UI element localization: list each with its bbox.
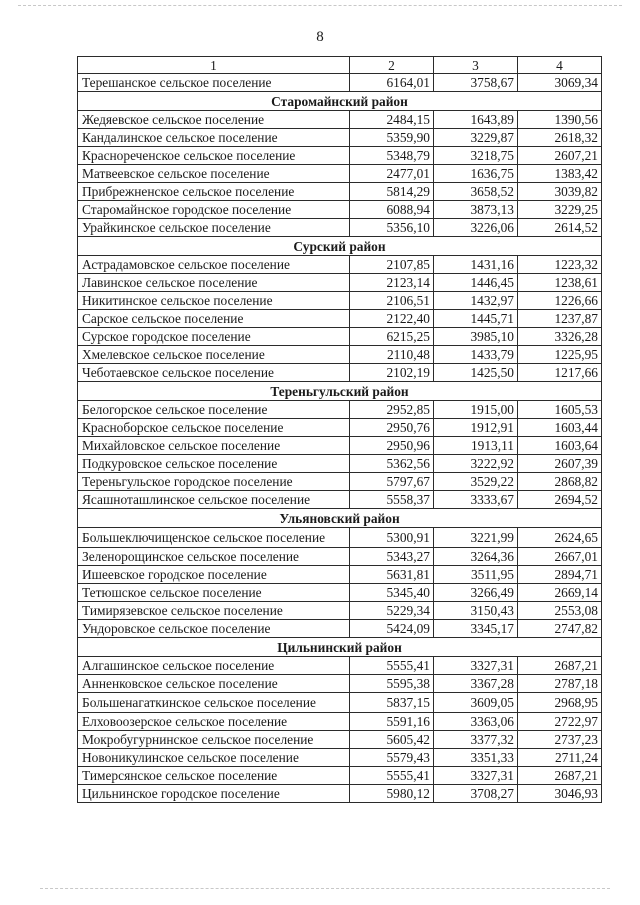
value-cell-col-2: 2952,85: [350, 401, 434, 419]
settlement-name-cell: Ишеевское городское поселение: [78, 566, 350, 584]
settlement-name-cell: Зеленорощинское сельское поселение: [78, 548, 350, 566]
settlement-name-cell: Жедяевское сельское поселение: [78, 111, 350, 129]
table-row: [78, 473, 602, 491]
settlement-name-cell: Терешанское сельское поселение: [78, 74, 350, 92]
value-cell-col-4: 1238,61: [518, 274, 602, 292]
value-cell-col-4: 2747,82: [518, 620, 602, 638]
value-cell-col-2: 2477,01: [350, 165, 434, 183]
value-cell-col-2: 6088,94: [350, 201, 434, 219]
table-header-row: [78, 57, 602, 74]
value-cell-col-3: 3226,06: [434, 219, 518, 237]
value-cell-col-3: 1445,71: [434, 310, 518, 328]
settlement-name-cell: Чеботаевское сельское поселение: [78, 364, 350, 382]
table-row: [78, 566, 602, 584]
value-cell-col-4: 2669,14: [518, 584, 602, 602]
value-cell-col-4: 2787,18: [518, 675, 602, 693]
column-header-3: 3: [434, 57, 518, 74]
value-cell-col-3: 3327,31: [434, 657, 518, 675]
settlement-name-cell: Кандалинское сельское поселение: [78, 129, 350, 147]
settlement-name-cell: Старомайнское городское поселение: [78, 201, 350, 219]
value-cell-col-3: 3150,43: [434, 602, 518, 620]
value-cell-col-4: 1225,95: [518, 346, 602, 364]
settlement-name-cell: Большеключищенское сельское поселение: [78, 528, 350, 548]
value-cell-col-3: 3708,27: [434, 785, 518, 803]
value-cell-col-3: 3218,75: [434, 147, 518, 165]
value-cell-col-3: 1446,45: [434, 274, 518, 292]
value-cell-col-3: 3377,32: [434, 731, 518, 749]
value-cell-col-4: 1603,44: [518, 419, 602, 437]
settlement-name-cell: Алгашинское сельское поселение: [78, 657, 350, 675]
value-cell-col-3: 3529,22: [434, 473, 518, 491]
table-row: [78, 419, 602, 437]
settlement-name-cell: Михайловское сельское поселение: [78, 437, 350, 455]
value-cell-col-3: 3221,99: [434, 528, 518, 548]
value-cell-col-4: 2694,52: [518, 491, 602, 509]
table-row: [78, 201, 602, 219]
value-cell-col-3: 3367,28: [434, 675, 518, 693]
settlement-name-cell: Сарское сельское поселение: [78, 310, 350, 328]
table-row: [78, 455, 602, 473]
settlement-name-cell: Краснореченское сельское поселение: [78, 147, 350, 165]
table-row: [78, 183, 602, 201]
district-title: Цильнинский район: [78, 638, 602, 657]
table-row: [78, 328, 602, 346]
value-cell-col-3: 1433,79: [434, 346, 518, 364]
value-cell-col-3: 3345,17: [434, 620, 518, 638]
value-cell-col-2: 5837,15: [350, 693, 434, 713]
value-cell-col-3: 3758,67: [434, 74, 518, 92]
value-cell-col-2: 5229,34: [350, 602, 434, 620]
value-cell-col-3: 3609,05: [434, 693, 518, 713]
value-cell-col-2: 5980,12: [350, 785, 434, 803]
value-cell-col-3: 3511,95: [434, 566, 518, 584]
value-cell-col-2: 6215,25: [350, 328, 434, 346]
column-header-1: 1: [78, 57, 350, 74]
table-row: [78, 437, 602, 455]
value-cell-col-2: 2106,51: [350, 292, 434, 310]
settlement-name-cell: Астрадамовское сельское поселение: [78, 256, 350, 274]
table-row: [78, 219, 602, 237]
table-row: [78, 693, 602, 713]
table-row: [78, 785, 602, 803]
value-cell-col-2: 5591,16: [350, 713, 434, 731]
value-cell-col-4: 2607,21: [518, 147, 602, 165]
table-row: [78, 548, 602, 566]
value-cell-col-2: 5300,91: [350, 528, 434, 548]
value-cell-col-2: 5605,42: [350, 731, 434, 749]
table-row: [78, 364, 602, 382]
value-cell-col-4: 2737,23: [518, 731, 602, 749]
district-header-row: [78, 638, 602, 657]
value-cell-col-4: 2687,21: [518, 767, 602, 785]
value-cell-col-3: 3351,33: [434, 749, 518, 767]
table-body: [78, 57, 602, 803]
table-row: [78, 147, 602, 165]
value-cell-col-3: 3363,06: [434, 713, 518, 731]
table-row: [78, 129, 602, 147]
value-cell-col-4: 1390,56: [518, 111, 602, 129]
value-cell-col-3: 3222,92: [434, 455, 518, 473]
value-cell-col-2: 2122,40: [350, 310, 434, 328]
value-cell-col-4: 2722,97: [518, 713, 602, 731]
value-cell-col-3: 1913,11: [434, 437, 518, 455]
table-row: [78, 767, 602, 785]
value-cell-col-4: 3326,28: [518, 328, 602, 346]
settlement-name-cell: Никитинское сельское поселение: [78, 292, 350, 310]
value-cell-col-4: 2868,82: [518, 473, 602, 491]
settlement-name-cell: Прибрежненское сельское поселение: [78, 183, 350, 201]
table-row: [78, 310, 602, 328]
value-cell-col-4: 2968,95: [518, 693, 602, 713]
value-cell-col-2: 5579,43: [350, 749, 434, 767]
district-title: Старомайнский район: [78, 92, 602, 111]
settlement-name-cell: Мокробугурнинское сельское поселение: [78, 731, 350, 749]
value-cell-col-3: 1425,50: [434, 364, 518, 382]
value-cell-col-4: 2624,65: [518, 528, 602, 548]
settlement-name-cell: Хмелевское сельское поселение: [78, 346, 350, 364]
district-title: Ульяновский район: [78, 509, 602, 528]
settlement-name-cell: Анненковское сельское поселение: [78, 675, 350, 693]
table-row: [78, 675, 602, 693]
settlement-name-cell: Тимирязевское сельское поселение: [78, 602, 350, 620]
scan-top-edge: [18, 5, 622, 6]
table-row: [78, 346, 602, 364]
table-row: [78, 620, 602, 638]
value-cell-col-4: 2553,08: [518, 602, 602, 620]
settlement-name-cell: Тетюшское сельское поселение: [78, 584, 350, 602]
value-cell-col-4: 1605,53: [518, 401, 602, 419]
column-header-2: 2: [350, 57, 434, 74]
table-row: [78, 401, 602, 419]
district-header-row: [78, 92, 602, 111]
table-row: [78, 74, 602, 92]
value-cell-col-4: 3039,82: [518, 183, 602, 201]
value-cell-col-4: 2687,21: [518, 657, 602, 675]
settlement-name-cell: Лавинское сельское поселение: [78, 274, 350, 292]
settlement-name-cell: Урайкинское сельское поселение: [78, 219, 350, 237]
value-cell-col-3: 1643,89: [434, 111, 518, 129]
settlement-name-cell: Подкуровское сельское поселение: [78, 455, 350, 473]
table-row: [78, 165, 602, 183]
value-cell-col-4: 2711,24: [518, 749, 602, 767]
value-cell-col-4: 3069,34: [518, 74, 602, 92]
page-number: 8: [316, 29, 324, 45]
value-cell-col-4: 2607,39: [518, 455, 602, 473]
value-cell-col-4: 3046,93: [518, 785, 602, 803]
table-row: [78, 111, 602, 129]
settlement-name-cell: Тереньгульское городское поселение: [78, 473, 350, 491]
scan-bottom-edge: [40, 888, 610, 889]
value-cell-col-4: 2618,32: [518, 129, 602, 147]
value-cell-col-2: 2123,14: [350, 274, 434, 292]
settlement-name-cell: Белогорское сельское поселение: [78, 401, 350, 419]
table-row: [78, 274, 602, 292]
value-cell-col-2: 5631,81: [350, 566, 434, 584]
value-cell-col-3: 3333,67: [434, 491, 518, 509]
value-cell-col-2: 2484,15: [350, 111, 434, 129]
value-cell-col-2: 2107,85: [350, 256, 434, 274]
value-cell-col-2: 5343,27: [350, 548, 434, 566]
settlement-name-cell: Елховоозерское сельское поселение: [78, 713, 350, 731]
value-cell-col-3: 3873,13: [434, 201, 518, 219]
district-header-row: [78, 237, 602, 256]
value-cell-col-4: 1383,42: [518, 165, 602, 183]
value-cell-col-4: 3229,25: [518, 201, 602, 219]
value-cell-col-2: 5814,29: [350, 183, 434, 201]
value-cell-col-2: 5558,37: [350, 491, 434, 509]
value-cell-col-2: 5345,40: [350, 584, 434, 602]
value-cell-col-2: 2950,76: [350, 419, 434, 437]
value-cell-col-4: 1217,66: [518, 364, 602, 382]
value-cell-col-4: 1237,87: [518, 310, 602, 328]
settlement-name-cell: Новоникулинское сельское поселение: [78, 749, 350, 767]
table-row: [78, 528, 602, 548]
table-row: [78, 292, 602, 310]
settlement-name-cell: Ундоровское сельское поселение: [78, 620, 350, 638]
settlement-name-cell: Ясашноташлинское сельское поселение: [78, 491, 350, 509]
settlement-name-cell: Матвеевское сельское поселение: [78, 165, 350, 183]
settlement-name-cell: Большенагаткинское сельское поселение: [78, 693, 350, 713]
table-row: [78, 749, 602, 767]
district-title: Тереньгульский район: [78, 382, 602, 401]
value-cell-col-2: 5595,38: [350, 675, 434, 693]
value-cell-col-4: 2894,71: [518, 566, 602, 584]
value-cell-col-3: 1912,91: [434, 419, 518, 437]
value-cell-col-2: 5797,67: [350, 473, 434, 491]
value-cell-col-3: 3985,10: [434, 328, 518, 346]
district-title: Сурский район: [78, 237, 602, 256]
value-cell-col-2: 2950,96: [350, 437, 434, 455]
table-row: [78, 602, 602, 620]
settlement-name-cell: Цильнинское городское поселение: [78, 785, 350, 803]
table-row: [78, 657, 602, 675]
column-header-4: 4: [518, 57, 602, 74]
value-cell-col-3: 3264,36: [434, 548, 518, 566]
value-cell-col-3: 3266,49: [434, 584, 518, 602]
value-cell-col-4: 2667,01: [518, 548, 602, 566]
value-cell-col-4: 1603,64: [518, 437, 602, 455]
value-cell-col-3: 1636,75: [434, 165, 518, 183]
value-cell-col-2: 5356,10: [350, 219, 434, 237]
value-cell-col-3: 1431,16: [434, 256, 518, 274]
district-header-row: [78, 509, 602, 528]
value-cell-col-2: 5424,09: [350, 620, 434, 638]
district-header-row: [78, 382, 602, 401]
value-cell-col-2: 5362,56: [350, 455, 434, 473]
table-row: [78, 256, 602, 274]
value-cell-col-2: 5555,41: [350, 767, 434, 785]
table-row: [78, 491, 602, 509]
value-cell-col-4: 1223,32: [518, 256, 602, 274]
settlement-name-cell: Красноборское сельское поселение: [78, 419, 350, 437]
value-cell-col-3: 3327,31: [434, 767, 518, 785]
value-cell-col-4: 1226,66: [518, 292, 602, 310]
value-cell-col-3: 1915,00: [434, 401, 518, 419]
settlements-table: [77, 56, 602, 803]
settlement-name-cell: Тимерсянское сельское поселение: [78, 767, 350, 785]
table-row: [78, 584, 602, 602]
value-cell-col-4: 2614,52: [518, 219, 602, 237]
value-cell-col-2: 5555,41: [350, 657, 434, 675]
value-cell-col-2: 6164,01: [350, 74, 434, 92]
settlement-name-cell: Сурское городское поселение: [78, 328, 350, 346]
table-row: [78, 713, 602, 731]
value-cell-col-3: 3229,87: [434, 129, 518, 147]
value-cell-col-3: 3658,52: [434, 183, 518, 201]
value-cell-col-2: 5348,79: [350, 147, 434, 165]
table-row: [78, 731, 602, 749]
value-cell-col-2: 2110,48: [350, 346, 434, 364]
value-cell-col-2: 5359,90: [350, 129, 434, 147]
value-cell-col-2: 2102,19: [350, 364, 434, 382]
value-cell-col-3: 1432,97: [434, 292, 518, 310]
